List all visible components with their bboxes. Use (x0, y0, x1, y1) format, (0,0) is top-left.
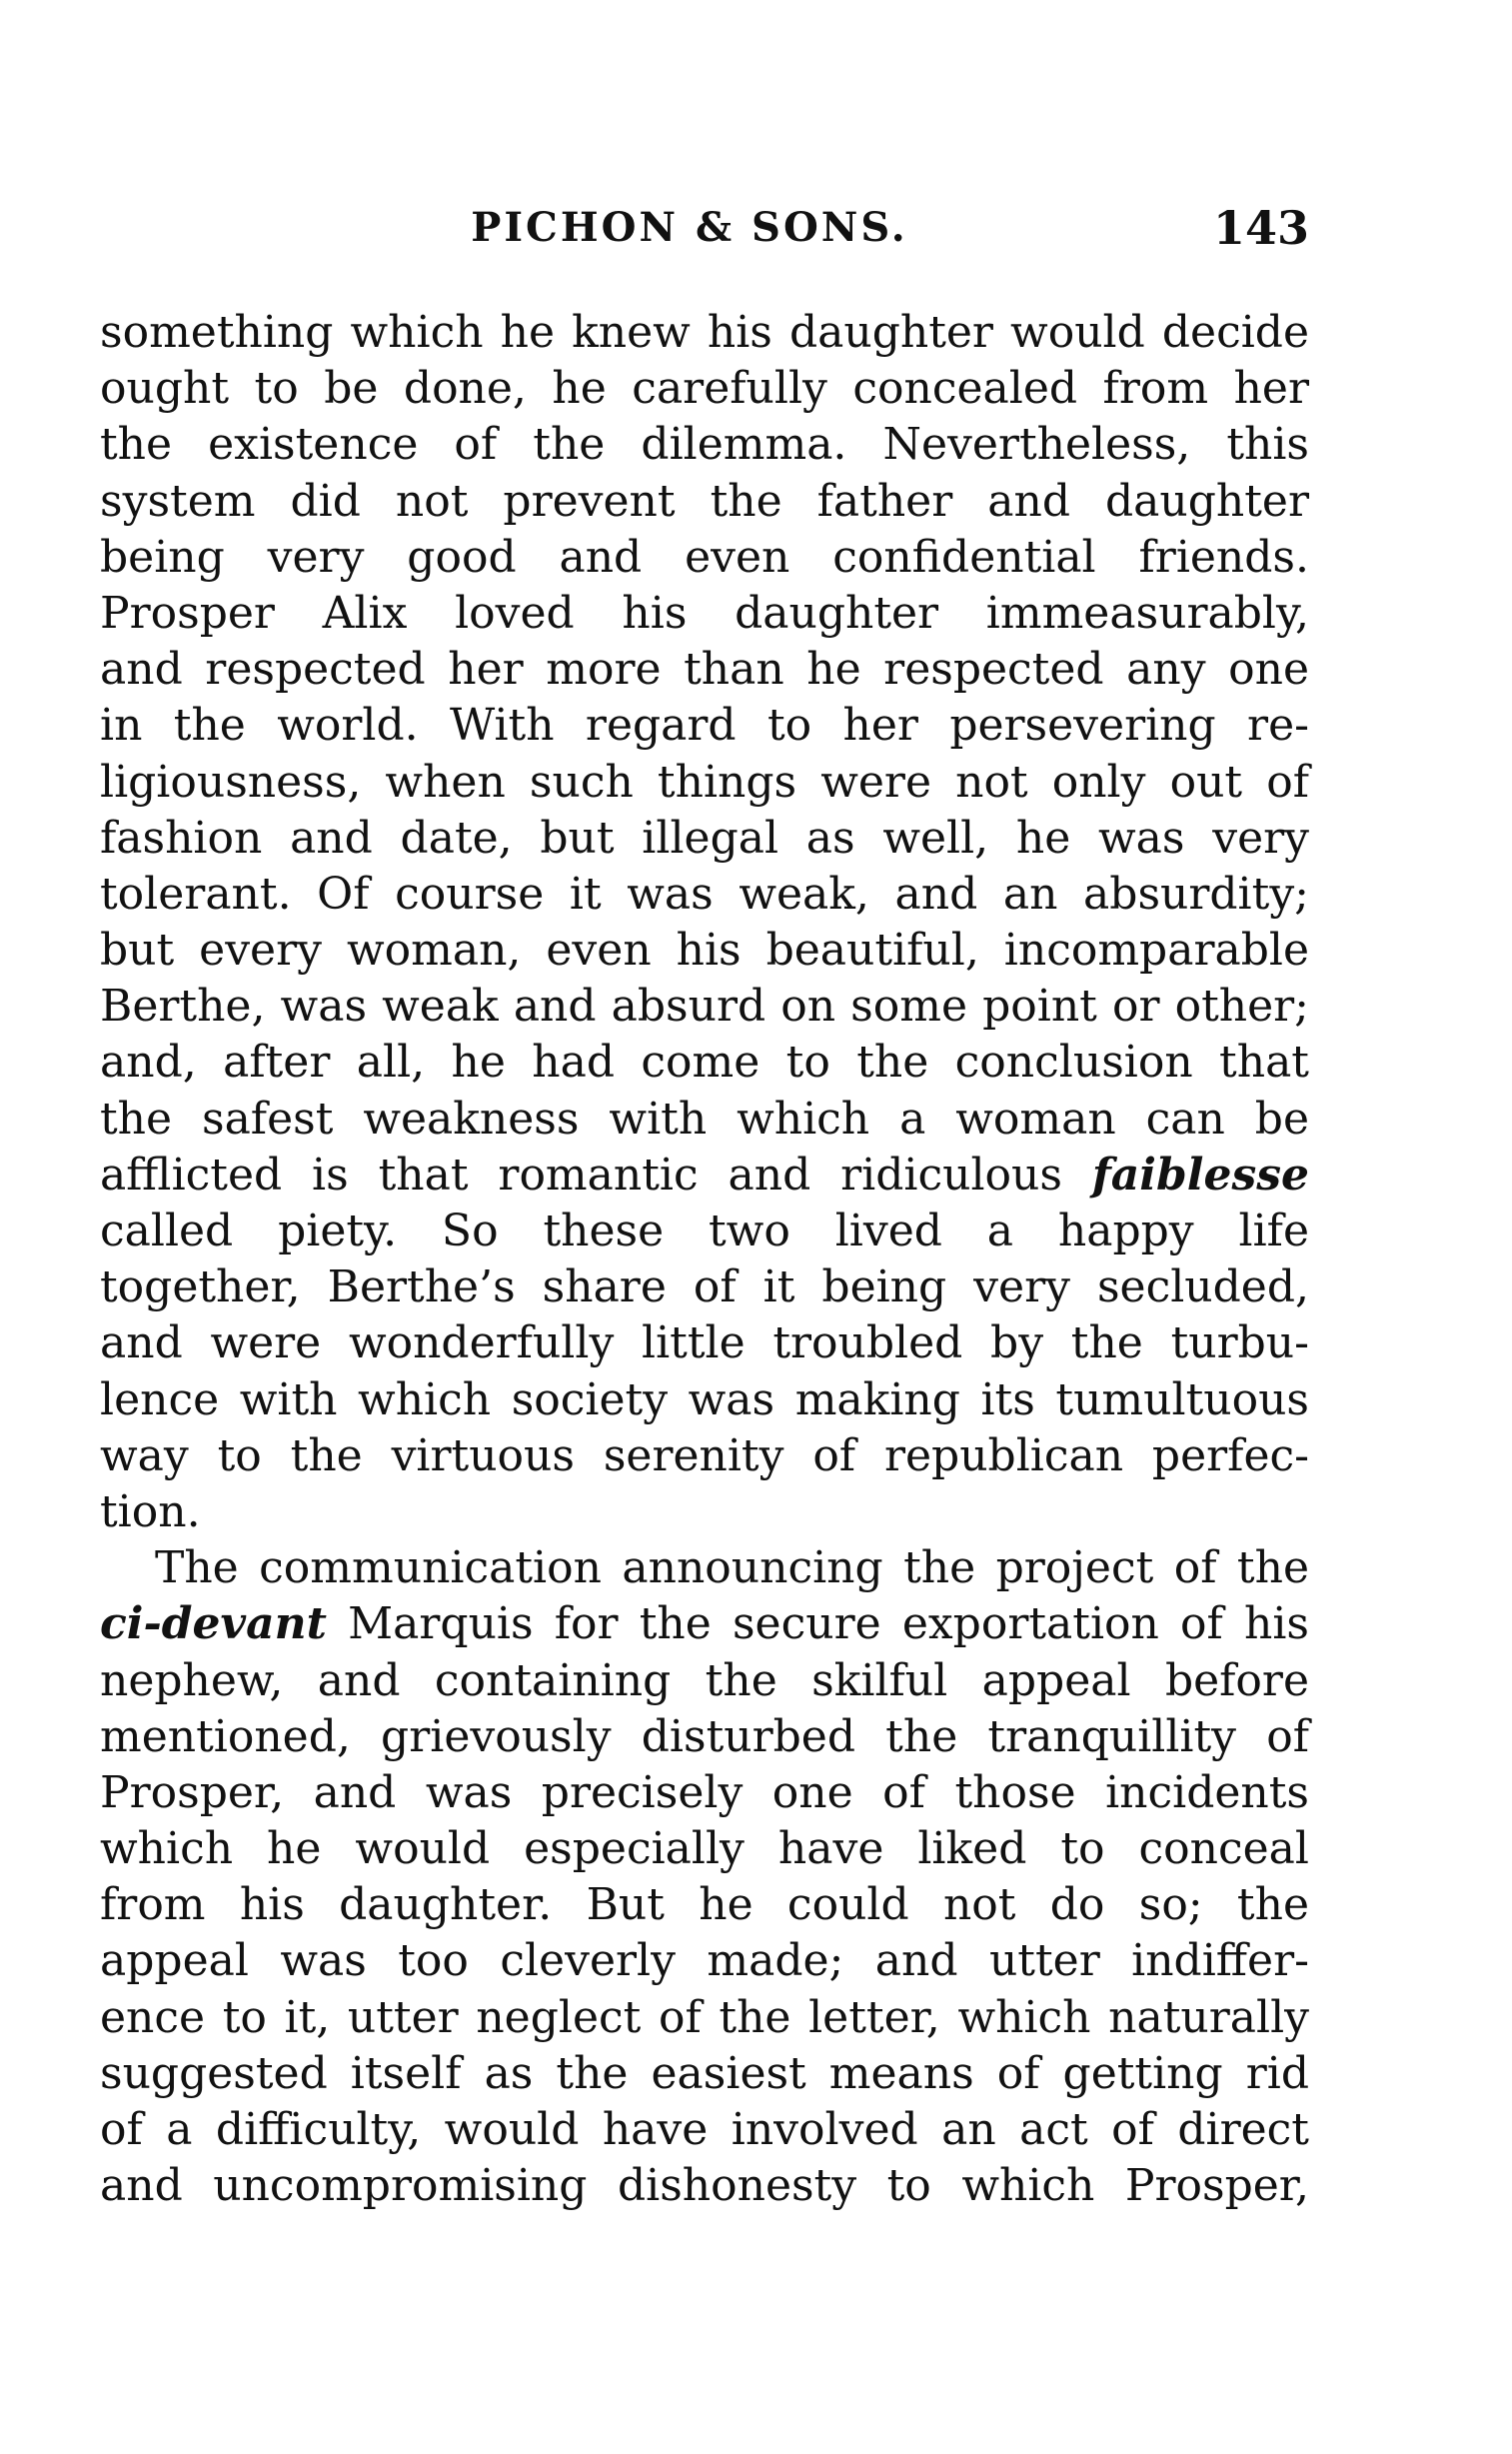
running-title: PICHON & SONS. (471, 204, 908, 251)
text-line: appeal was too cleverly made; and utter indiffer- (100, 1935, 1309, 1987)
text-line: fashion and date, but illegal as well, he was very (100, 812, 1309, 864)
text-line: and were wonderfully little troubled by the turbu- (100, 1317, 1309, 1369)
text-line: ence to it, utter neglect of the letter, which naturally (100, 1991, 1309, 2043)
text-line: lence with which society was making its tumultuous (100, 1373, 1309, 1425)
italic-term: faiblesse (1091, 1149, 1309, 1201)
text-line: something which he knew his daughter would decide (100, 307, 1309, 358)
text-line: tolerant. Of course it was weak, and an absurdity; (100, 868, 1309, 920)
text-line: system did not prevent the father and daughter (100, 475, 1309, 527)
text-line: and uncompromising dishonesty to which Prosper, (100, 2160, 1309, 2212)
text-line: together, Berthe’s share of it being very secluded, (100, 1261, 1309, 1313)
text-line: The communication announcing the project of the (155, 1542, 1309, 1594)
text-line: way to the virtuous serenity of republican perfec- (100, 1429, 1309, 1481)
text-line: ligiousness, when such things were not only out of (100, 756, 1309, 808)
text-line: and, after all, he had come to the conclusion that (100, 1037, 1309, 1089)
text-line: suggested itself as the easiest means of getting rid (100, 2047, 1309, 2099)
text-line: Prosper Alix loved his daughter immeasurably, (100, 587, 1309, 639)
text-line: which he would especially have liked to conceal (100, 1823, 1309, 1875)
text-line: and respected her more than he respected any one (100, 644, 1309, 696)
text-line (100, 1596, 1309, 1652)
text-line: the safest weakness with which a woman can be (100, 1093, 1309, 1145)
body-text (100, 305, 1309, 2214)
text-line: the existence of the dilemma. Nevertheless, this (100, 419, 1309, 471)
page-number: 143 (1212, 201, 1309, 255)
text-line: but every woman, even his beautiful, incomparable (100, 925, 1309, 977)
paragraph-2 (100, 1540, 1309, 2214)
text-line: being very good and even confidential friends. (100, 531, 1309, 583)
text-line: of a difficulty, would have involved an act of direct (100, 2104, 1309, 2155)
paragraph-1 (100, 305, 1309, 1540)
text-line: called piety. So these two lived a happy life (100, 1206, 1309, 1256)
text-line: in the world. With regard to her persevering re- (100, 700, 1309, 752)
text-line: from his daughter. But he could not do so; the (100, 1879, 1309, 1931)
running-head (100, 198, 1309, 258)
text-line: ought to be done, he carefully concealed from her (100, 363, 1309, 415)
text-line: nephew, and containing the skilful appeal before (100, 1654, 1309, 1706)
line-text: Marquis for the secure exportation of his (326, 1598, 1309, 1650)
italic-term: ci-devant (100, 1598, 327, 1650)
text-line: Prosper, and was precisely one of those incidents (100, 1766, 1309, 1818)
line-text: afflicted is that romantic and ridiculous (100, 1149, 1092, 1201)
text-line: mentioned, grievously disturbed the tranquillity of (100, 1710, 1309, 1762)
text-line (100, 1148, 1309, 1204)
text-line: tion. (100, 1485, 201, 1537)
text-line: Berthe, was weak and absurd on some point or other; (100, 981, 1309, 1033)
